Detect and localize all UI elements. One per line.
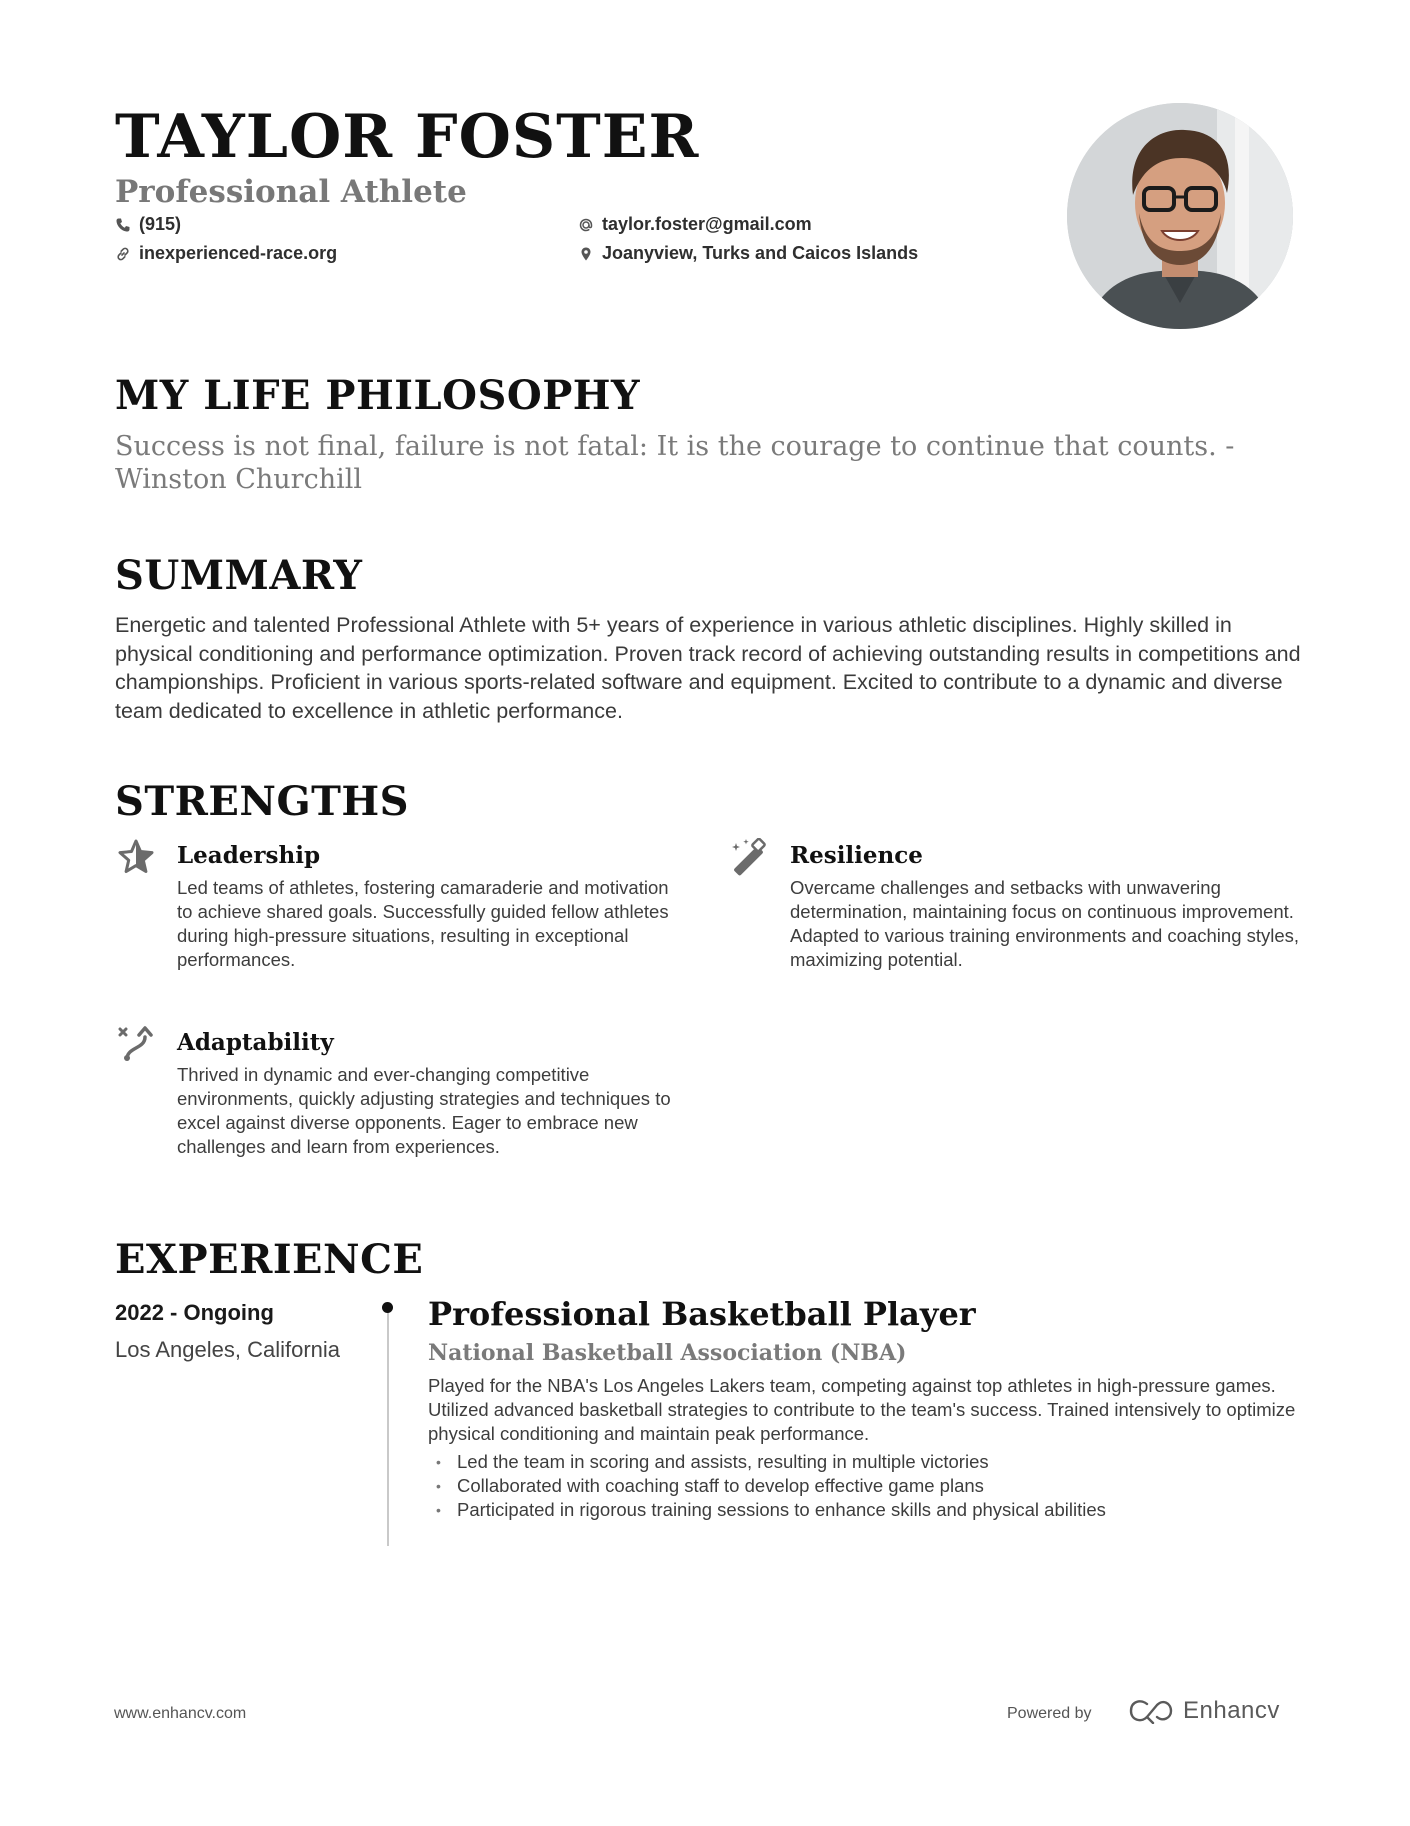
portrait-image <box>1067 103 1293 329</box>
strength-title: Adaptability <box>177 1029 334 1056</box>
strength-title: Resilience <box>790 842 923 869</box>
list-item: • Collaborated with coaching staff to develop effective game plans <box>428 1474 1106 1498</box>
contact-location <box>578 243 918 264</box>
candidate-name: TAYLOR FOSTER <box>115 102 700 172</box>
experience-date: 2022 - Ongoing <box>115 1300 274 1325</box>
enhancv-brand-name: Enhancv <box>1183 1697 1280 1724</box>
contact-website[interactable] <box>115 243 337 264</box>
experience-heading: EXPERIENCE <box>115 1236 424 1283</box>
star-icon <box>117 838 155 876</box>
experience-location: Los Angeles, California <box>115 1337 341 1362</box>
philosophy-heading: MY LIFE PHILOSOPHY <box>115 372 641 419</box>
candidate-title: Professional Athlete <box>115 174 467 210</box>
email-link[interactable]: taylor.foster@gmail.com <box>602 214 812 234</box>
contact-email[interactable] <box>578 214 812 235</box>
experience-bullets <box>428 1450 1106 1522</box>
summary-heading: SUMMARY <box>115 552 363 599</box>
experience-role: Professional Basketball Player <box>428 1295 976 1333</box>
at-icon <box>578 217 594 233</box>
footer-powered-by: Powered by <box>1007 1705 1092 1722</box>
strengths-heading: STRENGTHS <box>115 778 410 825</box>
contact-phone <box>115 214 181 235</box>
phone-text: (915) <box>139 214 182 234</box>
strength-description: Thrived in dynamic and ever-changing competitive environments, quickly adjusting strategies and techniques to excel against diverse opponents. Eager to embrace new challenges and learn from experiences. <box>177 1064 671 1157</box>
link-icon <box>115 246 131 262</box>
experience-description: Played for the NBA's Los Angeles Lakers team, competing against top athletes in high-pressure games. Utilized advanced basketball strategies to contribute to the team's success. Trained intensively to optimize physical conditioning and maintain peak performance. <box>428 1375 1296 1444</box>
list-item: • Participated in rigorous training sessions to enhance skills and physical abilities <box>428 1498 1106 1522</box>
philosophy-quote: Success is not final, failure is not fatal: It is the courage to continue that counts. - Winston Churchill <box>115 431 1235 495</box>
strength-description: Overcame challenges and setbacks with unwavering determination, maintaining focus on continuous improvement. Adapted to various training environments and coaching styles, maximizing potential. <box>790 877 1300 970</box>
location-text: Joanyview, Turks and Caicos Islands <box>602 243 919 263</box>
website-link[interactable]: inexperienced-race.org <box>139 243 338 263</box>
experience-company: National Basketball Association (NBA) <box>428 1340 907 1366</box>
summary-text: Energetic and talented Professional Athlete with 5+ years of experience in various athletic disciplines. Highly skilled in physical conditioning and performance optimization. Proven track record of achieving outstanding results in competitions and championships. Proficient in various sports-related software and equipment. Excited to contribute to a dynamic and diverse team dedicated to excellence in athletic performance. <box>115 613 1301 723</box>
strength-title: Leadership <box>177 842 321 869</box>
profile-photo <box>1067 103 1293 329</box>
strength-description: Led teams of athletes, fostering camaraderie and motivation to achieve shared goals. Successfully guided fellow athletes during high-pressure situations, resulting in exceptional performances. <box>177 877 669 970</box>
location-pin-icon <box>578 246 594 262</box>
timeline-line <box>387 1312 389 1546</box>
enhancv-logo-icon <box>1127 1698 1173 1724</box>
timeline-dot <box>382 1302 393 1313</box>
footer-website-link[interactable]: www.enhancv.com <box>114 1705 247 1722</box>
list-item: • Led the team in scoring and assists, resulting in multiple victories <box>428 1450 1106 1474</box>
enhancv-logo[interactable] <box>1127 1697 1280 1725</box>
magic-wand-icon <box>730 838 768 876</box>
phone-icon <box>115 217 131 233</box>
route-icon <box>117 1025 155 1063</box>
